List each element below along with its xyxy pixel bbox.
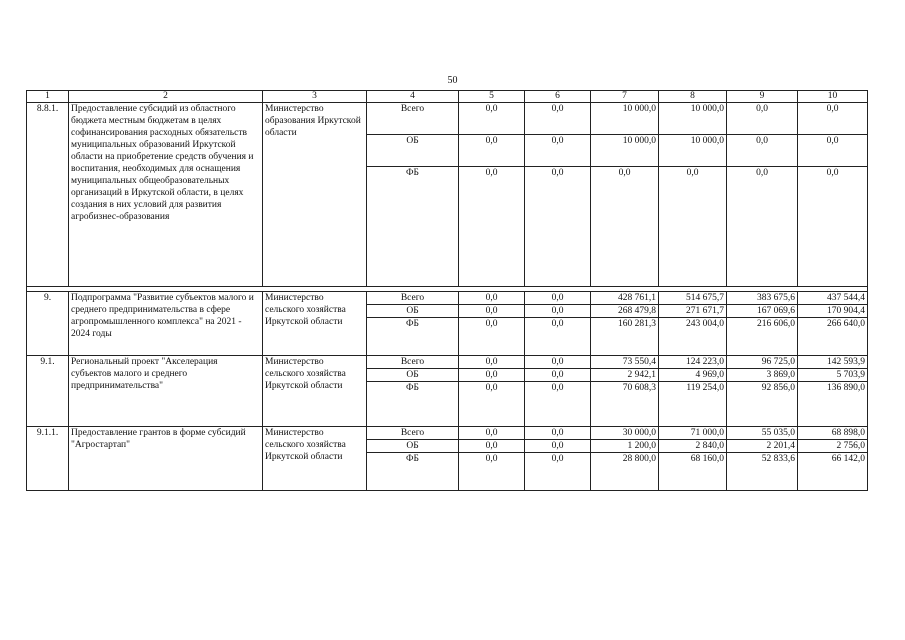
cell-value: 0,0	[727, 135, 798, 167]
cell-value: 0,0	[459, 440, 525, 453]
cell-value: 514 675,7	[659, 292, 727, 305]
cell-value: 10 000,0	[659, 135, 727, 167]
cell-value: 0,0	[459, 305, 525, 318]
column-header: 3	[263, 91, 367, 103]
cell-value: 0,0	[525, 382, 591, 427]
cell-value: 0,0	[659, 167, 727, 287]
cell-value: 92 856,0	[727, 382, 798, 427]
row-executor: Министерство образования Иркутской области	[263, 103, 367, 287]
page-number: 50	[447, 75, 458, 86]
cell-value: 216 606,0	[727, 318, 798, 356]
cell-value: 383 675,6	[727, 292, 798, 305]
cell-value: 0,0	[525, 305, 591, 318]
cell-value: 10 000,0	[659, 103, 727, 135]
cell-value: 0,0	[525, 356, 591, 369]
cell-value: 0,0	[525, 440, 591, 453]
cell-value: 0,0	[459, 135, 525, 167]
cell-value: 0,0	[459, 356, 525, 369]
cell-value: 96 725,0	[727, 356, 798, 369]
cell-value: 0,0	[798, 103, 868, 135]
cell-value: 1 200,0	[591, 440, 659, 453]
cell-value: 3 869,0	[727, 369, 798, 382]
column-header: 4	[367, 91, 459, 103]
cell-value: 28 800,0	[591, 453, 659, 491]
cell-value: 0,0	[525, 453, 591, 491]
cell-value: 0,0	[525, 103, 591, 135]
row-executor: Министерство сельского хозяйства Иркутской области	[263, 427, 367, 491]
cell-value: 266 640,0	[798, 318, 868, 356]
cell-value: 0,0	[459, 427, 525, 440]
column-header: 2	[69, 91, 263, 103]
table-row	[27, 103, 868, 135]
cell-value: 0,0	[525, 318, 591, 356]
row-executor: Министерство сельского хозяйства Иркутской области	[263, 292, 367, 356]
cell-value: 10 000,0	[591, 135, 659, 167]
funding-type: Всего	[367, 427, 459, 440]
cell-value: 0,0	[459, 369, 525, 382]
funding-type: ОБ	[367, 440, 459, 453]
cell-value: 2 840,0	[659, 440, 727, 453]
cell-value: 55 035,0	[727, 427, 798, 440]
funding-type: ОБ	[367, 305, 459, 318]
cell-value: 0,0	[591, 167, 659, 287]
cell-value: 243 004,0	[659, 318, 727, 356]
table-row	[27, 427, 868, 440]
row-code: 9.	[27, 292, 69, 356]
row-code: 9.1.1.	[27, 427, 69, 491]
cell-value: 160 281,3	[591, 318, 659, 356]
row-name: Предоставление субсидий из областного бюджета местным бюджетам в целях софинансирования расходных обязательств муниципальных образований Иркутской области на приобретение средств обучения и воспитания, необходимых для оснащения муниципальных общеобразовательных организаций в Иркутской области, в целях создания в них условий для развития агробизнес-образования	[69, 103, 263, 287]
cell-value: 66 142,0	[798, 453, 868, 491]
cell-value: 0,0	[525, 369, 591, 382]
cell-value: 167 069,6	[727, 305, 798, 318]
column-header: 5	[459, 91, 525, 103]
cell-value: 119 254,0	[659, 382, 727, 427]
cell-value: 73 550,4	[591, 356, 659, 369]
cell-value: 52 833,6	[727, 453, 798, 491]
cell-value: 142 593,9	[798, 356, 868, 369]
funding-type: Всего	[367, 103, 459, 135]
funding-type: Всего	[367, 292, 459, 305]
column-header: 8	[659, 91, 727, 103]
row-executor: Министерство сельского хозяйства Иркутской области	[263, 356, 367, 427]
cell-value: 70 608,3	[591, 382, 659, 427]
cell-value: 268 479,8	[591, 305, 659, 318]
cell-value: 271 671,7	[659, 305, 727, 318]
cell-value: 0,0	[727, 103, 798, 135]
cell-value: 71 000,0	[659, 427, 727, 440]
cell-value: 0,0	[727, 167, 798, 287]
funding-type: ФБ	[367, 453, 459, 491]
funding-type: ОБ	[367, 369, 459, 382]
cell-value: 2 756,0	[798, 440, 868, 453]
row-code: 8.8.1.	[27, 103, 69, 287]
column-header: 7	[591, 91, 659, 103]
cell-value: 0,0	[459, 453, 525, 491]
cell-value: 0,0	[459, 292, 525, 305]
column-header: 6	[525, 91, 591, 103]
cell-value: 0,0	[525, 292, 591, 305]
funding-type: ФБ	[367, 167, 459, 287]
cell-value: 0,0	[525, 135, 591, 167]
cell-value: 170 904,4	[798, 305, 868, 318]
cell-value: 68 160,0	[659, 453, 727, 491]
cell-value: 4 969,0	[659, 369, 727, 382]
funding-type: ФБ	[367, 318, 459, 356]
cell-value: 124 223,0	[659, 356, 727, 369]
cell-value: 68 898,0	[798, 427, 868, 440]
funding-type: Всего	[367, 356, 459, 369]
row-name: Предоставление грантов в форме субсидий "Агростартап"	[69, 427, 263, 491]
column-header: 9	[727, 91, 798, 103]
row-name: Региональный проект "Акселерация субъектов малого и среднего предпринимательства"	[69, 356, 263, 427]
funding-type: ФБ	[367, 382, 459, 427]
row-name: Подпрограмма "Развитие субъектов малого и среднего предпринимательства в сфере агропромышленного комплекса" на 2021 - 2024 годы	[69, 292, 263, 356]
funding-type: ОБ	[367, 135, 459, 167]
financing-table	[26, 90, 868, 491]
cell-value: 136 890,0	[798, 382, 868, 427]
cell-value: 5 703,9	[798, 369, 868, 382]
column-header: 10	[798, 91, 868, 103]
cell-value: 2 201,4	[727, 440, 798, 453]
cell-value: 30 000,0	[591, 427, 659, 440]
cell-value: 0,0	[798, 135, 868, 167]
header-row	[27, 91, 868, 103]
cell-value: 0,0	[525, 167, 591, 287]
cell-value: 2 942,1	[591, 369, 659, 382]
cell-value: 0,0	[459, 382, 525, 427]
cell-value: 428 761,1	[591, 292, 659, 305]
column-header: 1	[27, 91, 69, 103]
cell-value: 0,0	[459, 103, 525, 135]
cell-value: 0,0	[459, 318, 525, 356]
cell-value: 0,0	[459, 167, 525, 287]
table-row	[27, 292, 868, 305]
row-code: 9.1.	[27, 356, 69, 427]
cell-value: 437 544,4	[798, 292, 868, 305]
cell-value: 10 000,0	[591, 103, 659, 135]
cell-value: 0,0	[525, 427, 591, 440]
table-row	[27, 356, 868, 369]
cell-value: 0,0	[798, 167, 868, 287]
